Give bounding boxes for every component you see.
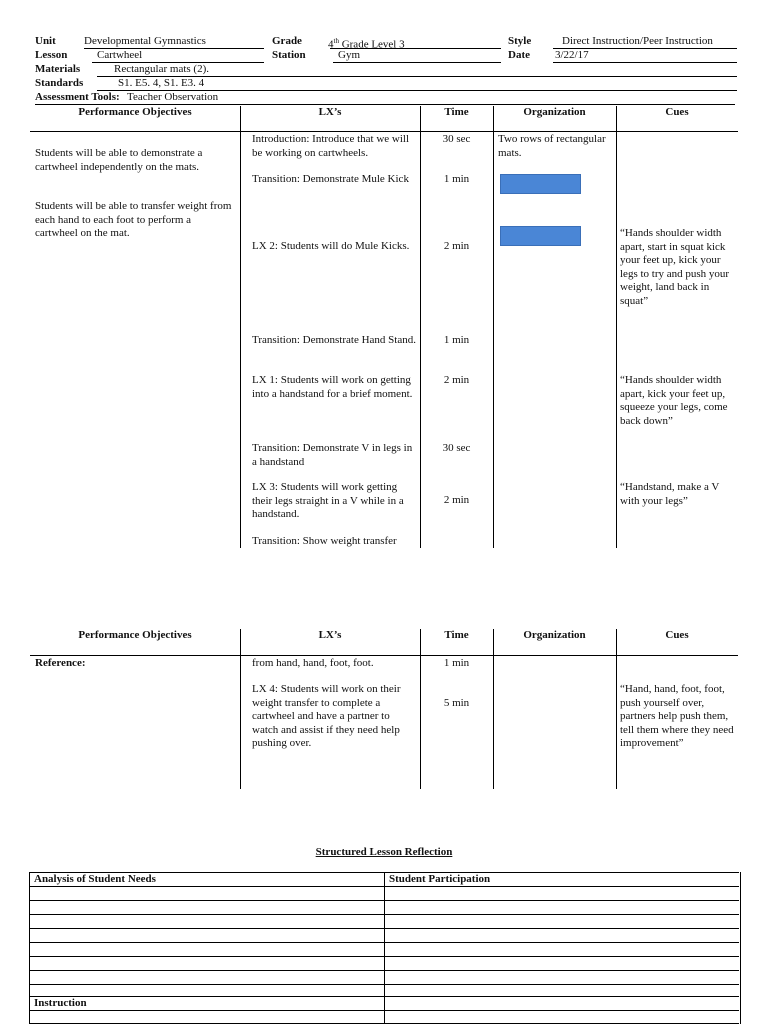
table2-divider: [240, 629, 241, 789]
th2-cues: Cues: [665, 629, 689, 641]
lx-transition-handstand: Transition: Demonstrate Hand Stand.: [252, 334, 416, 346]
table2-divider: [616, 629, 617, 789]
th-organization: Organization: [523, 106, 586, 118]
unit-value: Developmental Gymnastics: [84, 35, 206, 47]
materials-value: Rectangular mats (2).: [114, 63, 209, 75]
cue-lx-4: “Hand, hand, foot, foot, push yourself over, partners help push them, tell them where they need improvement”: [620, 683, 734, 749]
lx-transition-v: Transition: Demonstrate V in legs in a handstand: [252, 442, 413, 468]
lx-transition-mule: Transition: Demonstrate Mule Kick: [252, 173, 409, 185]
reflection-row-rule: [29, 942, 739, 943]
lx-intro: Introduction: Introduce that we will be working on cartwheels.: [252, 133, 410, 159]
reflection-divider: [384, 872, 385, 1024]
th-time: Time: [444, 106, 469, 118]
th2-organization: Organization: [523, 629, 586, 641]
th2-objectives: Performance Objectives: [78, 629, 192, 641]
th-cues: Cues: [665, 106, 689, 118]
reflection-row-rule: [29, 886, 739, 887]
assessment-value: Teacher Observation: [127, 91, 219, 103]
reflection-row-rule: [29, 984, 739, 985]
th-objectives: Performance Objectives: [78, 106, 192, 118]
station-underline: [333, 62, 501, 63]
organization-text: Two rows of rectangular mats.: [498, 133, 606, 159]
lx-4: LX 4: Students will work on their weight transfer to complete a cartwheel and have a partner to watch and assist if they need help pushing over.: [252, 683, 401, 749]
station-value: Gym: [338, 49, 360, 61]
reflection-instruction: Instruction: [34, 997, 87, 1009]
time-lx-3: 2 min: [443, 494, 470, 506]
th-lx: LX’s: [318, 106, 342, 118]
date-underline: [553, 62, 737, 63]
reference-label: Reference:: [35, 657, 86, 669]
time-transition-v: 30 sec: [442, 442, 471, 454]
mat-icon: [500, 174, 581, 194]
grade-value: 4th Grade Level 3: [328, 37, 405, 51]
time-lx-4: 5 min: [443, 697, 470, 709]
th2-time: Time: [444, 629, 469, 641]
lesson-label: Lesson: [35, 49, 68, 61]
reflection-col1: Analysis of Student Needs: [34, 873, 156, 885]
reflection-row-rule: [29, 900, 739, 901]
table2-divider: [493, 629, 494, 789]
style-value: Direct Instruction/Peer Instruction: [562, 35, 713, 47]
lx-2: LX 2: Students will do Mule Kicks.: [252, 240, 410, 252]
assessment-label: Assessment Tools:: [35, 91, 120, 103]
lx-1: LX 1: Students will work on getting into a handstand for a brief moment.: [252, 374, 413, 400]
reflection-row-rule: [29, 1010, 739, 1011]
reflection-title: Structured Lesson Reflection: [315, 846, 453, 858]
style-label: Style: [508, 35, 532, 47]
time-transition-mule: 1 min: [443, 173, 470, 185]
station-label: Station: [272, 49, 306, 61]
table1-divider: [240, 106, 241, 548]
standards-value: S1. E5. 4, S1. E3. 4: [118, 77, 205, 89]
reflection-row-rule: [29, 928, 739, 929]
time-transition-handstand: 1 min: [443, 334, 470, 346]
lx-3: LX 3: Students will work getting their legs straight in a V while in a handstand.: [252, 481, 404, 520]
time-intro: 30 sec: [442, 133, 471, 145]
date-value: 3/22/17: [555, 49, 589, 61]
mat-icon: [500, 226, 581, 246]
cue-lx-1: “Hands shoulder width apart, kick your feet up, squeeze your legs, come back down”: [620, 374, 728, 427]
time-lx-1: 2 min: [443, 374, 470, 386]
th2-lx: LX’s: [318, 629, 342, 641]
table1-divider: [616, 106, 617, 548]
standards-label: Standards: [35, 77, 84, 89]
unit-label: Unit: [35, 35, 56, 47]
time-lx-2: 2 min: [443, 240, 470, 252]
table1-divider: [493, 106, 494, 548]
reflection-row-rule: [29, 956, 739, 957]
materials-label: Materials: [35, 63, 81, 75]
reflection-row-rule: [29, 914, 739, 915]
lx-weight-cont: from hand, hand, foot, foot.: [252, 657, 374, 669]
lesson-value: Cartwheel: [97, 49, 143, 61]
assessment-underline: [35, 104, 735, 105]
date-label: Date: [508, 49, 530, 61]
lx-transition-weight: Transition: Show weight transfer: [252, 535, 397, 547]
objective-2: Students will be able to transfer weight from each hand to each foot to perform a cartwheel on the mat.: [35, 200, 232, 239]
table1-header-rule: [30, 131, 738, 132]
reflection-row-rule: [29, 996, 739, 997]
reflection-row-rule: [29, 872, 739, 873]
reflection-col2: Student Participation: [389, 873, 491, 885]
cue-lx-3: “Handstand, make a V with your legs”: [620, 481, 720, 507]
time-weight-cont: 1 min: [443, 657, 470, 669]
cue-lx-2: “Hands shoulder width apart, start in squat kick your feet up, kick your legs to try and push your weight, land back in squat”: [620, 227, 730, 307]
reflection-row-rule: [29, 970, 739, 971]
grade-label: Grade: [272, 35, 302, 47]
reflection-table: [29, 872, 741, 1024]
table2-header-rule: [30, 655, 738, 656]
objective-1: Students will be able to demonstrate a cartwheel independently on the mats.: [35, 147, 203, 173]
